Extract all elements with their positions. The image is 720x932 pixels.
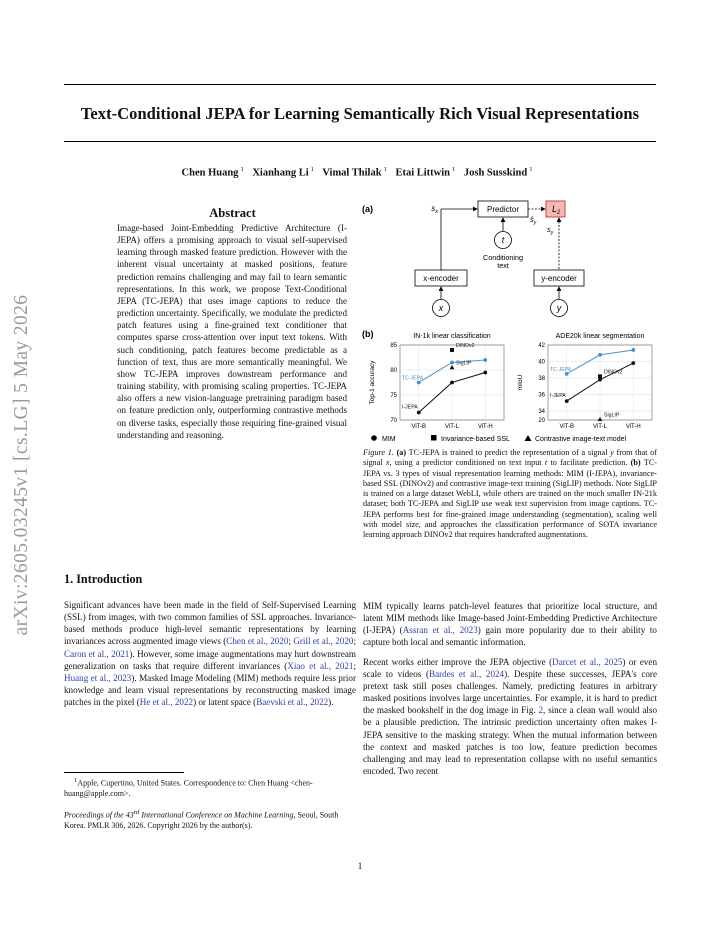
y-tick-label: 38	[538, 376, 545, 382]
right-column-body	[363, 600, 657, 784]
svg-text:t: t	[501, 235, 505, 245]
y-encoder-box	[534, 270, 584, 286]
series-label: I-JEPA	[550, 393, 566, 400]
series-label: SigLIP	[456, 360, 472, 367]
title-rule	[64, 141, 656, 142]
x-tick-label: ViT-H	[625, 424, 641, 430]
author-name: Vimal Thilak	[322, 167, 382, 179]
section-heading: 1. Introduction	[64, 572, 143, 586]
author-name: Xianhang Li	[252, 167, 309, 179]
series-label: DINOv2	[604, 369, 623, 376]
citation-link[interactable]: Darcet et al., 2025	[552, 656, 623, 667]
figure-caption: Figure 1. (a) TC-JEPA is trained to predict the representation of a signal y from that of signal x, using a predictor conditioned on text input t to facilitate prediction. (b) TC-JEPA vs. 3 types of visual representation learning methods: MIM (I-JEPA), invariance-based SSL (DINOv2) and contrastive image-text training (SigLIP) methods. Note SigLIP is trained on a large dataset WebLI, while others are trained on the much smaller IN-21k dataset; both TC-JEPA and SigLIP use weak text supervision from image captions. TC-JEPA performs best for fine-grained image understanding (segmentation), scaling well with model size, and approaches the classification performance of SOTA invariance learning approach DINOv2 that requires handcrafted augmentations.	[363, 448, 658, 540]
footnote-rule	[64, 772, 184, 773]
series-label: SigLIP	[604, 412, 620, 419]
author-list	[64, 166, 656, 179]
svg-text:ŝy: $ŝ_y$	[530, 215, 537, 226]
y-tick-label: 20	[538, 418, 545, 424]
data-point	[417, 411, 421, 415]
paragraph: Significant advances have been made in the field of Self-Supervised Learning (SSL) from images, with two common families of SSL approaches. Invariance-based methods produce high-level semantic representations by learning invariances across augmented image views (Chen et al., 2020; Grill et al., 2020; Caron et al., 2021). However, some image augmentations may hurt downstream generalization on tasks that require different invariances (Xiao et al., 2021; Huang et al., 2023). Masked Image Modeling (MIM) methods require less prior knowledge and learn visual representations by reconstructing masked image patches in the pixel (He et al., 2022) or latent space (Baevski et al., 2022).	[64, 600, 357, 708]
series-label: DINOv2	[456, 343, 475, 349]
y-tick-label: 36	[538, 392, 545, 399]
citation-link[interactable]: Xiao et al., 2021	[287, 660, 354, 671]
legend-circle-marker	[371, 435, 377, 441]
citation-link[interactable]: Assran et al., 2023	[402, 625, 478, 636]
citation-link[interactable]: Grill et al., 2020	[293, 636, 354, 647]
conditioning-text-label: Conditioning	[483, 253, 523, 262]
y-tick-label: 75	[390, 393, 397, 399]
svg-text:y-encoder: y-encoder	[541, 274, 577, 283]
data-point	[483, 358, 487, 362]
citation-link[interactable]: Chen et al., 2020	[226, 636, 289, 647]
data-point	[598, 374, 602, 378]
arxiv-identifier[interactable]: arXiv:2605.03245v1 [cs.LG] 5 May 2026	[11, 294, 32, 636]
legend-triangle-marker	[525, 435, 532, 441]
series-label: I-JEPA	[402, 404, 418, 411]
chart-legend	[371, 435, 626, 443]
chart-title: IN-1k linear classification	[413, 333, 491, 340]
author-affiliation-mark: 1	[451, 166, 456, 173]
author-name: Chen Huang	[181, 167, 239, 179]
series-label: TC-JEPA	[550, 366, 572, 373]
x-tick-label: ViT-H	[477, 424, 493, 430]
x-tick-label: ViT-L	[445, 424, 459, 430]
author-name: Etai Littwin	[395, 167, 450, 179]
svg-text:x-encoder: x-encoder	[423, 274, 459, 283]
author-name: Josh Susskind	[463, 167, 528, 179]
chart-ade20k-segmentation	[517, 333, 652, 430]
left-column-body	[64, 599, 356, 715]
x-tick-label: ViT-B	[411, 424, 427, 430]
chart-in1k-classification	[369, 333, 504, 430]
figure-1	[360, 196, 660, 446]
citation-link[interactable]: Huang et al., 2023	[64, 672, 132, 683]
text-condition-node	[495, 232, 512, 249]
svg-text:x: x	[438, 303, 444, 313]
panel-a-label: (a)	[362, 204, 373, 214]
footnote-affiliation	[64, 776, 356, 799]
data-point	[631, 361, 635, 365]
y-tick-label: 42	[538, 343, 545, 349]
citation-link[interactable]: Bardes et al., 2024	[429, 668, 505, 679]
author-affiliation-mark: 1	[240, 166, 244, 173]
y-axis-label: Top-1 accuracy	[369, 360, 376, 405]
author-affiliation-mark: 1	[383, 166, 387, 173]
page-number: 1	[357, 862, 363, 872]
data-point	[483, 371, 487, 375]
loss-box	[546, 201, 565, 217]
conditioning-text-label: text	[497, 261, 509, 270]
y-tick-label: 34	[538, 409, 545, 415]
x-input-node	[433, 300, 450, 317]
x-tick-label: ViT-L	[593, 424, 607, 430]
svg-text:L2: $L_2$	[552, 204, 561, 216]
author-affiliation-mark: 1	[529, 166, 533, 173]
paragraph: Recent works either improve the JEPA objective (Darcet et al., 2025) or even scale to videos (Bardes et al., 2024). Despite these successes, JEPA's core pretext task still poses challenges. Namely, predicting features in arbitrary masked positions involves large uncertainties. For example, it is hard to predict the masked bookshelf in the dog image in Fig. 2, since a clean wall would also be a plausible prediction. The intrinsic prediction uncertainty often makes I-JEPA sensitive to the masking strategy. When the mutual information between the context and masked patches is too low, feature prediction becomes challenging and may lead to representation collapse with no useful semantics encoded. Two recent	[363, 656, 658, 777]
y-input-node	[551, 300, 568, 317]
x-encoder-box	[415, 270, 467, 286]
y-tick-label: 40	[538, 359, 545, 366]
series-label: TC-JEPA	[402, 375, 424, 382]
data-point	[565, 399, 569, 403]
paragraph: MIM typically learns patch-level features that prioritize local structure, and latent MIM methods like Image-based Joint-Embedding Predictive Architecture (I-JEPA) (Assran et al., 2023) gain more popularity due to their ability to capture both local and semantic information.	[363, 601, 657, 648]
legend-entry: MIM	[382, 436, 396, 443]
y-axis-label: mIoU	[517, 374, 524, 391]
citation-link[interactable]: Caron et al., 2021	[64, 648, 130, 659]
chart-title: ADE20k linear segmentation	[555, 333, 645, 340]
footnote-proceedings: Proceedings of the 43rd International Conference on Machine Learning, Seoul, South Korea. PMLR 306, 2026. Copyright 2026 by the author(s).	[64, 809, 339, 830]
arxiv-sidebar	[2, 245, 42, 685]
svg-text:y: y	[556, 303, 562, 313]
legend-square-marker	[431, 435, 437, 441]
data-point	[450, 365, 455, 369]
paper-title: Text-Conditional JEPA for Learning Semantically Rich Visual Representations	[80, 104, 640, 123]
data-point	[631, 348, 635, 352]
figure-reference-link[interactable]: 2	[538, 705, 543, 716]
legend-entry: Contrastive image-text model	[535, 436, 627, 443]
y-tick-label: 80	[390, 368, 397, 374]
footnote-mark: 1	[74, 777, 78, 784]
x-tick-label: ViT-B	[559, 424, 575, 430]
svg-text:sy: $s_y$	[547, 225, 554, 236]
legend-entry: Invariance-based SSL	[441, 436, 510, 443]
data-point	[450, 348, 454, 352]
y-tick-label: 85	[390, 343, 397, 349]
data-point	[450, 361, 454, 365]
top-rule	[64, 84, 656, 85]
y-tick-label: 70	[390, 418, 397, 424]
abstract-heading: Abstract	[209, 206, 256, 220]
svg-text:sx: $s_x$	[431, 204, 438, 215]
footnote-text: Apple, Cupertino, United States. Correspondence to: Chen Huang <chen-huang@apple.com>.	[64, 778, 313, 798]
data-point	[598, 417, 603, 421]
abstract-text: Image-based Joint-Embedding Predictive Architecture (I-JEPA) offers a promising approach to visual self-supervised learning through masked feature prediction. However with the inherent visual uncertainty at masked positions, feature prediction remains challenging and may fail to learn semantic representations. In this work, we propose Text-Conditional JEPA (TC-JEPA) that uses image captions to reduce the prediction uncertainty. Specifically, we modulate the predicted patch features using a fine-grained text conditioner that computes sparse cross-attention over input text tokens. With such conditioning, patch features become predictable as a function of text, thus are more semantically meaningful. We show TC-JEPA improves downstream performance and training stability, with promising scaling properties. TC-JEPA also offers a new vision-language pretraining paradigm based on feature prediction only, outperforming contrastive methods on diverse tasks, especially those requiring fine-grained visual understanding and reasoning.	[117, 223, 347, 440]
predictor-box	[478, 201, 528, 217]
author-affiliation-mark: 1	[310, 166, 314, 173]
data-point	[598, 353, 602, 357]
data-point	[450, 381, 454, 385]
citation-link[interactable]: He et al., 2022	[139, 697, 194, 708]
citation-link[interactable]: Baevski et al., 2022	[256, 697, 329, 708]
svg-text:Predictor: Predictor	[486, 205, 520, 214]
panel-b-label: (b)	[362, 329, 374, 339]
